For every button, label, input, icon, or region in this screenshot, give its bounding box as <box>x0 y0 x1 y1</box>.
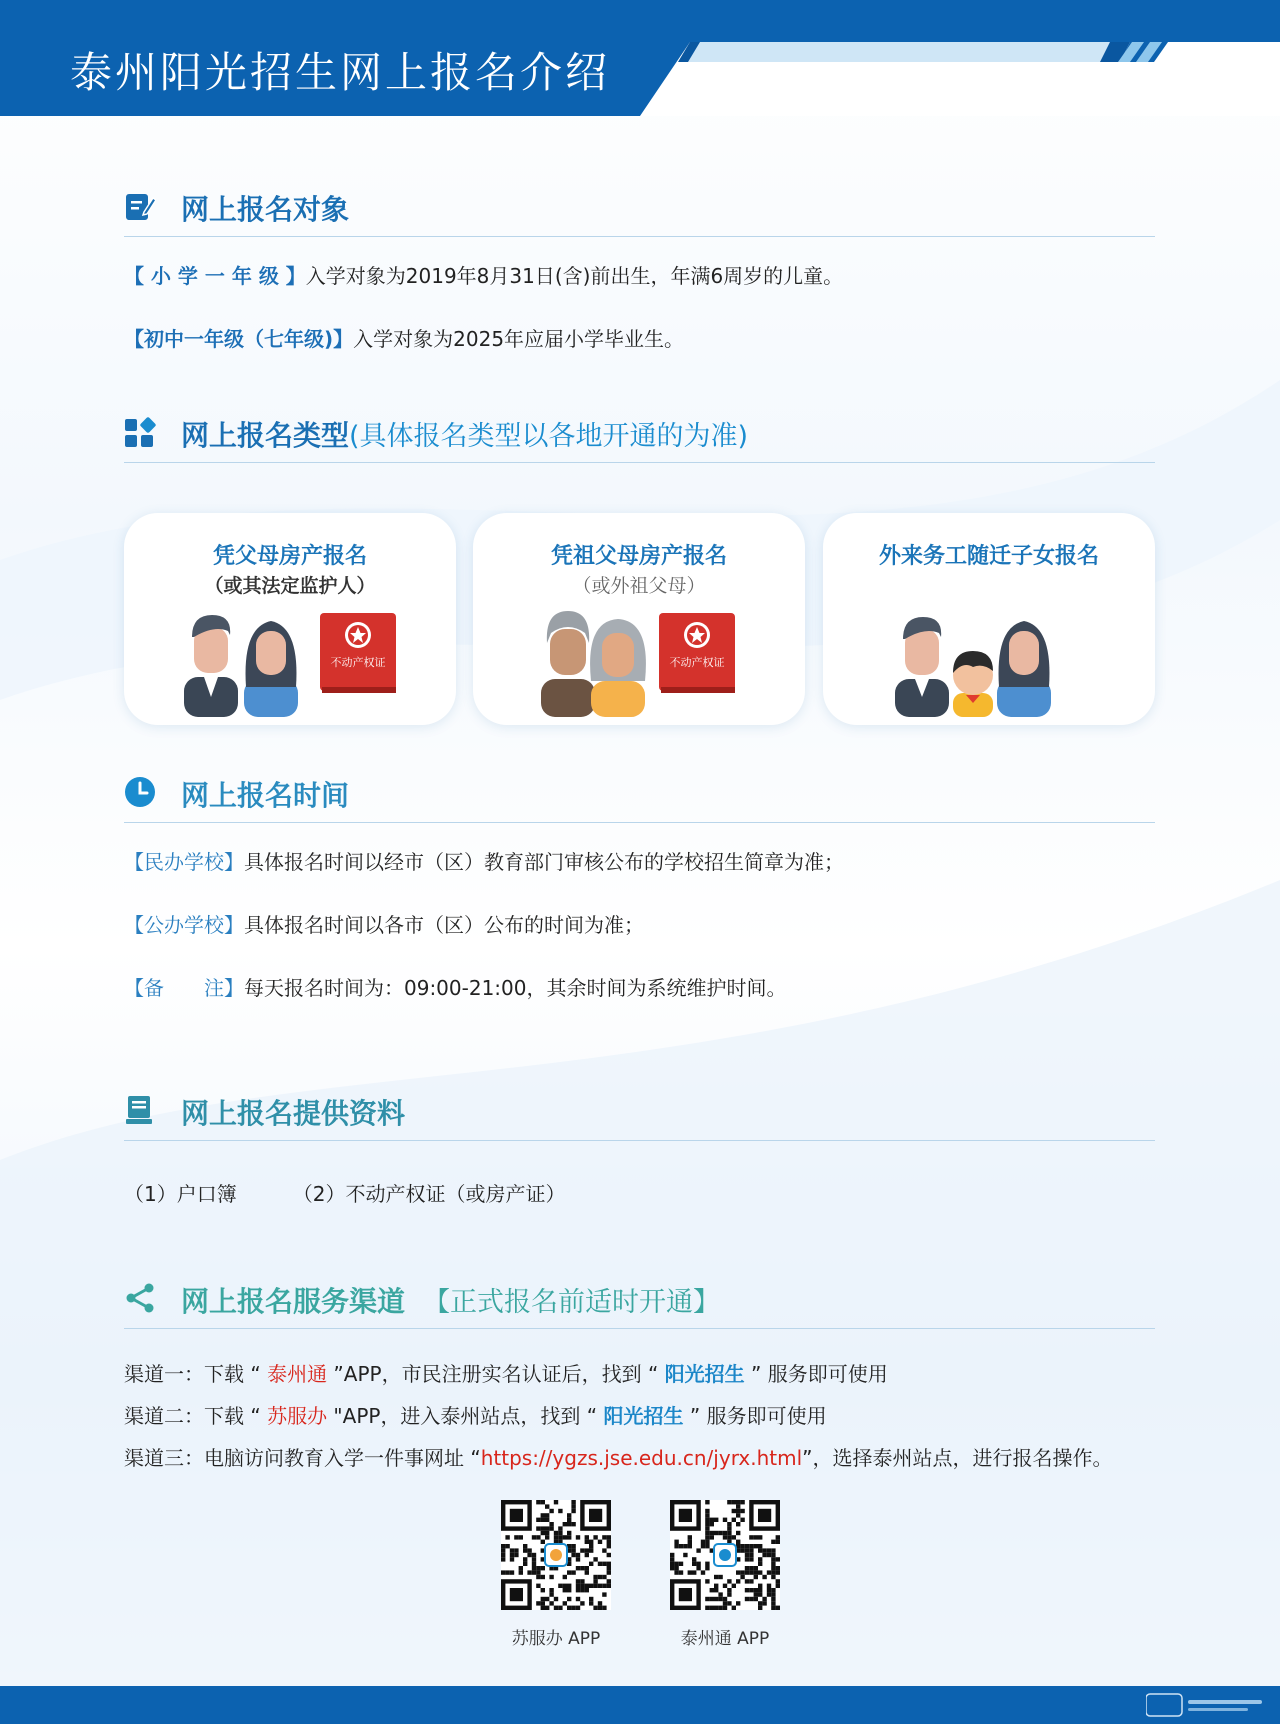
grandfather-icon <box>541 611 595 717</box>
section-target-header <box>124 176 1155 237</box>
app-name: 苏服办 <box>267 1404 328 1428</box>
mother-icon <box>997 621 1051 717</box>
enrollment-url-link[interactable]: https://ygzs.jse.edu.cn/jyrx.html <box>480 1446 803 1470</box>
material-item: （1）户口簿 <box>124 1182 237 1206</box>
channel-text: 渠道一：下载 “ <box>124 1362 268 1386</box>
row-tag: 【备 注】 <box>124 976 244 1000</box>
channel-row-3 <box>124 1442 1113 1471</box>
section-time-title: 网上报名时间 <box>181 779 350 812</box>
child-icon <box>953 651 993 717</box>
card-subtitle: （或其法定监护人） <box>204 575 376 597</box>
section-target-title: 网上报名对象 <box>181 193 350 226</box>
channel-text: 渠道三：电脑访问教育入学一件事网址 “ <box>124 1446 481 1470</box>
channel-row-2 <box>124 1400 827 1429</box>
row-text: 入学对象为2019年8月31日(含)前出生，年满6周岁的儿童。 <box>305 264 844 288</box>
edit-note-icon <box>124 190 156 222</box>
row-tag: 【民办学校】 <box>124 850 244 874</box>
time-row-private <box>124 846 844 875</box>
card-title: 凭父母房产报名 <box>212 544 367 569</box>
qr-label: 泰州通 APP <box>680 1629 770 1649</box>
card-subtitle: （或外祖父母） <box>572 575 706 597</box>
row-tag: 【初中一年级（七年级)】 <box>124 327 354 351</box>
channel-text: ”APP，市民注册实名认证后，找到 “ <box>327 1362 665 1386</box>
qr-sufuban <box>501 1500 611 1649</box>
card-title: 外来务工随迁子女报名 <box>878 544 1099 569</box>
row-text: 每天报名时间为：09:00-21:00，其余时间为系统维护时间。 <box>244 976 787 1000</box>
father-icon <box>895 617 949 717</box>
material-item: （2）不动产权证（或房产证） <box>292 1182 566 1206</box>
channel-text: "APP，进入泰州站点，找到 “ <box>327 1404 604 1428</box>
qr-code-icon <box>501 1500 611 1610</box>
target-row-junior <box>124 323 684 352</box>
types-heading: 网上报名类型 <box>181 419 350 452</box>
apps-grid-icon <box>124 416 156 448</box>
svg-text:不动产权证: 不动产权证 <box>330 656 386 669</box>
share-icon <box>124 1282 156 1314</box>
materials-list <box>124 1178 565 1207</box>
section-channels-title <box>181 1280 720 1320</box>
time-row-public <box>124 909 644 938</box>
type-card-grandparents <box>473 513 805 725</box>
section-channels <box>124 1268 1155 1468</box>
channel-text: ” 服务即可使用 <box>744 1362 888 1386</box>
watermark-logo-icon <box>1146 1692 1266 1718</box>
row-text: 具体报名时间以各市（区）公布的时间为准； <box>244 913 644 937</box>
property-certificate-icon <box>659 613 735 693</box>
section-types-title <box>181 414 748 454</box>
type-card-parents <box>124 513 456 725</box>
section-types-header <box>124 402 1155 463</box>
types-subheading: (具体报名类型以各地开通的为准) <box>349 421 749 452</box>
qr-label: 苏服办 APP <box>511 1629 601 1649</box>
grandparents-property-illustration <box>473 607 805 717</box>
section-materials-title: 网上报名提供资料 <box>181 1097 406 1130</box>
section-channels-header <box>124 1268 1155 1329</box>
type-cards <box>124 513 1155 727</box>
channels-subheading: 【正式报名前适时开通】 <box>423 1287 721 1318</box>
channel-text: 渠道二：下载 “ <box>124 1404 268 1428</box>
section-time-header <box>124 762 1155 823</box>
row-text: 具体报名时间以经市（区）教育部门审核公布的学校招生简章为准； <box>244 850 844 874</box>
property-certificate-icon <box>320 613 396 693</box>
channels-heading: 网上报名服务渠道 <box>181 1285 406 1318</box>
service-name: 阳光招生 <box>603 1404 684 1428</box>
svg-text:不动产权证: 不动产权证 <box>669 656 725 669</box>
app-name: 泰州通 <box>267 1362 328 1386</box>
time-row-note <box>124 972 787 1001</box>
section-materials-header <box>124 1080 1155 1141</box>
card-title: 凭祖父母房产报名 <box>550 544 727 569</box>
row-text: 入学对象为2025年应届小学毕业生。 <box>353 327 685 351</box>
migrant-family-illustration <box>823 607 1155 717</box>
mother-icon <box>244 621 298 717</box>
father-icon <box>184 615 238 717</box>
row-tag: 【公办学校】 <box>124 913 244 937</box>
section-types <box>124 402 1155 462</box>
page-title: 泰州阳光招生网上报名介绍 <box>70 48 611 97</box>
qr-code-icon <box>670 1500 780 1610</box>
grandmother-icon <box>590 619 646 717</box>
row-tag: 【 小 学 一 年 级 】 <box>124 264 306 288</box>
clock-icon <box>124 776 156 808</box>
target-row-primary <box>124 260 843 289</box>
section-materials <box>124 1080 1155 1210</box>
section-time <box>124 762 1155 1002</box>
service-name: 阳光招生 <box>664 1362 745 1386</box>
parents-property-illustration <box>124 607 456 717</box>
channel-text: ” 服务即可使用 <box>683 1404 827 1428</box>
qr-taizhoutong <box>670 1500 780 1649</box>
section-target <box>124 176 1155 356</box>
footer-bar <box>0 1686 1280 1724</box>
channel-text: ”，选择泰州站点，进行报名操作。 <box>802 1446 1113 1470</box>
document-stack-icon <box>124 1094 156 1126</box>
channel-row-1 <box>124 1358 888 1387</box>
type-card-migrant <box>823 513 1155 725</box>
